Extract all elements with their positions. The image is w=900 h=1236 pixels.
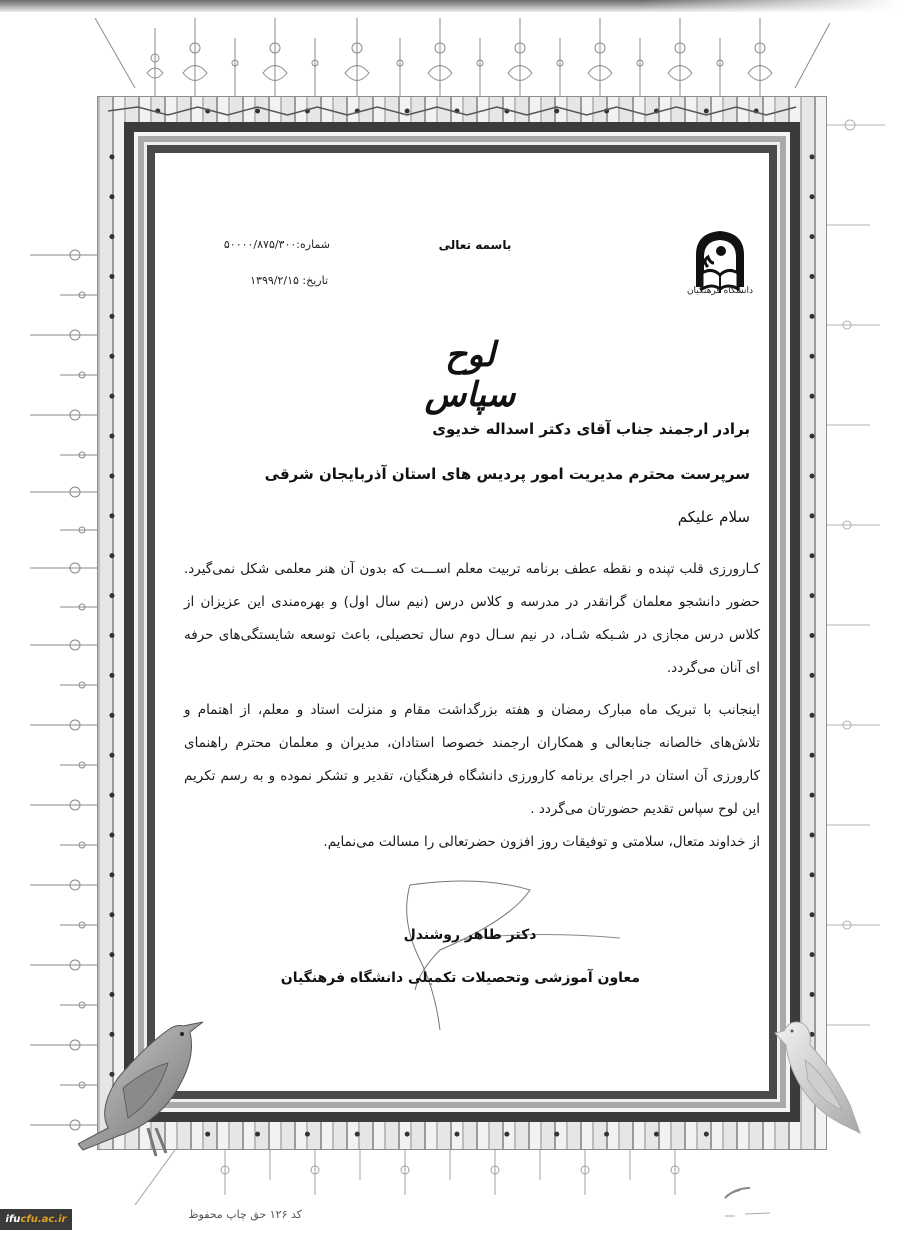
paragraph-text: کـارورزی قلب تپنده و نقطه عطف برنامه تربیت معلم اســـت که بدون آن هنر معلمی شکل نمی‌گیرد. حضور دانشجو معلمان گرانقدر در مدرسه و کلاس درس (نیم سال اول) و بهره‌مندی این عزیزان از کلاس درس مجازی در شـبکه شـاد، در نیم سـال دوم سال تحصیلی، باعث توسعه شایستگی‌های حرفه ای آنان می‌گردد. xyxy=(184,561,760,676)
watermark-prefix: ifu xyxy=(5,1214,21,1225)
top-ornament-icon xyxy=(95,18,830,96)
greeting: سلام علیکم xyxy=(677,508,750,526)
scanner-shadow-strip xyxy=(0,0,900,12)
bird-illustration-left-icon xyxy=(78,1018,213,1158)
site-watermark[interactable] xyxy=(0,1209,72,1230)
right-ornament-icon xyxy=(825,95,895,1150)
left-ornament-icon xyxy=(20,95,100,1150)
reference-number: ۵۰۰۰۰/۸۷۵/۳۰۰ xyxy=(223,238,297,251)
signer-name: دکتر طاهر روشندل xyxy=(403,927,537,943)
logo-caption: دانشگاه فرهنگیان xyxy=(686,286,754,296)
body-paragraph-2 xyxy=(184,694,760,859)
handwritten-signature-icon xyxy=(380,880,630,1030)
bismillah-heading: باسمه تعالی xyxy=(438,238,512,252)
paragraph-text: از خداوند متعال، سلامتی و توفیقات روز افزون حضرتعالی را مسالت می‌نمایم. xyxy=(323,834,760,850)
recipient-position: سرپرست محترم مدیریت امور پردیس های استان آذربایجان شرقی xyxy=(264,465,750,483)
reference-number-line xyxy=(200,238,330,251)
recipient-name: برادر ارجمند جناب آقای دکتر اسداله خدیوی xyxy=(432,420,750,438)
paragraph-text: اینجانب با تبریک ماه مبارک رمضان و هفته بزرگداشت مقام و منزلت استاد و معلم، از اهتمام و تلاش‌های خالصانه جنابعالی و همکاران ارجمند خصوصا استادان، مدیران و معلمان محترم راهنمای کارورزی آن استان در اجرای برنامه کارورزی دانشگاه فرهنگیان، تقدیر و تشکر نموده و به رسم تکریم این لوح سپاس تقدیم حضورتان می‌گردد . xyxy=(184,702,760,817)
date-line xyxy=(228,274,328,287)
footer-handwriting-icon xyxy=(710,1180,800,1220)
certificate-title: لوح سپاس xyxy=(424,335,516,415)
bird-illustration-right-icon xyxy=(770,1005,870,1135)
body-paragraph-1 xyxy=(184,553,760,685)
watermark-site: cfu.ac.ir xyxy=(20,1214,67,1225)
copyright-notice: کد ۱۲۶ حق چاپ محفوظ xyxy=(188,1208,302,1221)
signer-role: معاون آموزشی وتحصیلات تکمیلی دانشگاه فرهنگیان xyxy=(280,970,640,986)
date-value: ۱۳۹۹/۲/۱۵ xyxy=(250,274,299,287)
reference-label: شماره: xyxy=(296,238,330,251)
date-label: تاریخ: xyxy=(302,274,328,287)
